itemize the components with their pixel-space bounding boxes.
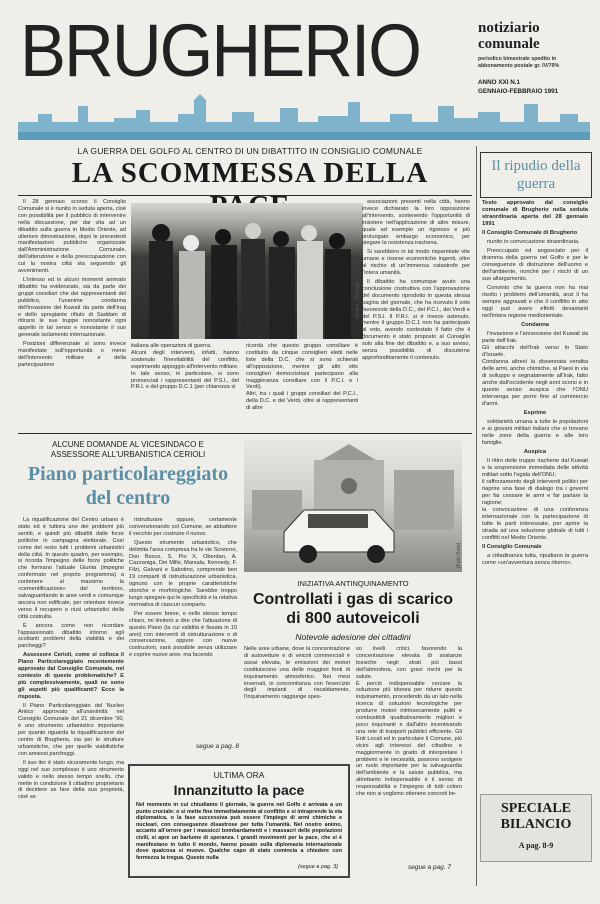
car-photo-credit: (Foto Rota)	[456, 542, 462, 568]
piano-col2-para: Per essere breve, e nello stesso tempo chiaro, mi limiterò a dire che l'attuazione di questo Piano (la cui validità è fissata in 10 anni) con interventi di ristrutturazione o di conservazione, oppure con nuove costruzioni, sarà possibile senza utilizzare e coprire nuove aree, ma facendo	[129, 610, 237, 659]
council-meeting-photo	[131, 203, 363, 339]
inquinamento-column-1: Nelle aree urbane, dove la concentrazione di autovetture e di veicoli commerciali è assai elevata, le emissioni dei motori costituiscono una delle maggiori fonti di inquinamento atmosferico. Nei mesi invernali, in concomitanza con l'esercizio degli impianti di riscaldamento, l'inquinamento raggiunge spes-	[244, 646, 350, 701]
sidebar-box	[480, 152, 592, 198]
piano-col2-para: ristrutturare oppure, certamente convenzionando col Comune, se abbattere il vecchio per costruire il nuovo.	[129, 517, 237, 537]
lead-rule	[18, 195, 472, 196]
lead-col4-para: Si sarebbero in tal modo risparmiate vite umane e risorse economiche ingenti, oltre al rischio di un'immensa catastrofe per l'intera umanità.	[362, 249, 470, 277]
masthead-subtitle-line2: comunale	[478, 36, 540, 52]
sidebar-rule	[476, 146, 477, 886]
lead-col4-para: Il dibattito ha comunque avuto una conclusione costruttiva con l'approvazione del documento riprodotto in questa stessa pagina del giornale, che ha ricevuto il voto favorevole della D.C., del P.C.I., dei Verdi e del P.S.I. Il P.R.I. si è invece astenuto, mentre il gruppo D.C.1 non ha partecipato al voto, avendo contestato il fatto che il documento è stato proposto al Consiglio solo alla fine del dibattito e, a suo avviso, senza possibilità di discuterne approfonditamente il contenuto.	[362, 278, 470, 361]
inquinamento-headline	[244, 590, 462, 628]
sidebar-esprime: solidarietà umana a tutte le popolazioni e ai giovani militari italiani che si trovano nelle zone della guerra e alle loro famiglie.	[482, 419, 588, 446]
piano-headline	[18, 462, 238, 510]
city-skyline-graphic	[18, 92, 590, 140]
lead-column-1	[18, 199, 126, 439]
ultima-ora-continued[interactable]: (segue a pag. 3)	[297, 864, 338, 870]
lead-headline: LA SCOMMESSA DELLA	[71, 157, 429, 189]
lead-col1-para: L'intesso ed in alcuni momenti animato dibattito ha evidenziato, sia da parte dei gruppi consiliari che dei rappresentanti del pubblico, l'unanime condanna dell'invasione del Kuwait da parte dell'Iraq e dello spregiante rifiuto di Saddam di ritirarsi le sue truppe nonostante ogni appello in tal senso e nonostante il suo generale isolamento internazionale.	[18, 276, 126, 339]
crowd-silhouettes	[131, 203, 363, 339]
issue-date: GENNAIO-FEBBRAIO 1991	[478, 88, 559, 95]
speciale-bilancio-box[interactable]	[480, 794, 592, 862]
sidebar-para: Convinto che la guerra non ha mai risolto i problemi dell'umanità, anzi li ha sempre aggravati e che il conflitto in atto oggi può avere effetti devastanti nell'intera regione mediorientale.	[482, 285, 588, 319]
speciale-line1: SPECIALE	[500, 801, 572, 816]
masthead-title: BRUGHERIO	[20, 8, 420, 93]
inquinamento-continued[interactable]: segue a pag. 7	[408, 864, 452, 871]
sidebar-council-head: Il Consiglio Comunale di Brugherio	[482, 230, 578, 236]
car-church-photo	[244, 440, 462, 572]
masthead-subtitle	[478, 20, 540, 52]
inquinamento-headline-line2: di 800 autoveicoli	[286, 610, 420, 627]
lead-col4-para: associazioni presenti nella città, hanno invece dichiarato la loro opposizione all'intervento, sostenendo l'opportunità di insistere nell'applicazione di altre misure, quale ad esempio un rigoroso e più prolungato embargo economico, per piegare la resistenza irachena.	[362, 199, 470, 247]
lead-col1-para: Il 28 gennaio scorso il Consiglio Comunale si è riunito in seduta aperta, cioè con possibilità per il pubblico di intervenire nella discussione, per dar vita ad un dibattito sulla guerra in Medio Oriente, ad ulteriore dimostrazione, dopo le precedenti manifestazioni pubbliche organizzate dall'Amministrazione Comunale, dell'attenzione e della preoccupazione con cui la nostra città sta seguendo gli avvenimenti.	[18, 199, 126, 275]
ultima-ora-label: ULTIMA ORA	[213, 770, 265, 780]
car-church-scene	[244, 440, 462, 572]
sidebar-esprime-head: Esprime	[523, 410, 547, 416]
piano-col1-question: Assessore Cerioli, come si colloca il Piano Particolareggiato recentemente approvato dal Consiglio Comunale, nel contesto di queste problematiche? E più complessivamente, quali ne sono gli aspetti più qualificanti? Ecco la risposta.	[18, 652, 124, 700]
sidebar-auspica: Il ritiro delle truppe irachene dal Kuwait e la sospensione immediata delle attività militari sotto l'egida dell'ONU; il rafforzamento degli interventi politici per riaprire una fase di dialogo tra i governi per far cessare le armi e far parlare la ragione; la convocazione di una conferenza internazionale con la partecipazione di tutte le parti interessate, per aprire la strada ad una soluzione globale di tutti i conflitti nel Medio Oriente.	[482, 458, 588, 541]
ultima-ora-box	[128, 764, 350, 878]
sidebar-auspica-head: Auspica	[523, 449, 547, 455]
inquinamento-kicker: INIZIATIVA ANTINQUINAMENTO	[297, 579, 409, 588]
piano-kicker-line1: ALCUNE DOMANDE AL VICESINDACO E	[52, 440, 204, 449]
inquinamento-column-2: so livelli critici, favorendo la concentrazione elevata di sostanze tossiche negli strati più bassi dell'atmosfera, con gravi rischi per la salute. È perciò indispensabile cercare la soluzione più idonea per ridurre questo inquinamento, procedendo da un lato nella ricerca di soluzioni tecnologiche per produrre motori intrinsecamente puliti e combustibili qualitativamente migliori e poco inquinanti e dall'altro incentivando una rete di trasporti pubblici efficiente. Gli Enti Locali ed in particolare il Comune, più vicini agli interessi del cittadino e maggiormente in grado di interpretare i problemi e le necessità, possono svolgere un ruolo importante per la salvaguardia dell'ambiente e la salute pubblica, ma altrettanto indispensabile è il senso di responsabilità e l'impegno di tutti coloro che non si vogliono ottenere concreti be-	[356, 646, 462, 798]
speciale-page: A pag. 8-9	[518, 841, 554, 850]
piano-column-1	[18, 517, 124, 887]
sidebar-para: riunito in convocazione straordinaria.	[487, 239, 580, 245]
piano-col1-para: Il suo iter è stato sicuramente lungo, ma oggi nel suo complesso è uno strumento valido e nello stesso tempo snello, che mette in condizione il cittadino proprietario di decidere se fare della sua proprietà, cioè se	[18, 759, 124, 801]
speciale-line2: BILANCIO	[500, 817, 572, 832]
piano-headline-line2: del centro	[85, 487, 171, 509]
masthead-subtitle-line1: notiziario	[478, 20, 540, 36]
piano-col1-para: Il Piano Particolareggiato del Nucleo Antico approvato all'unanimità nel Consiglio Comunale del 21 dicembre '90, è uno strumento urbanistico importante per quanto riguarda la riqualificazione del centro di Brugherio, sia per le strutture urbanistiche, che per quelle viabilistiche con annessi parcheggi.	[18, 702, 124, 757]
lead-kicker: LA GUERRA DEL GOLFO AL CENTRO DI UN DIBATTITO IN CONSIGLIO COMUNALE	[77, 146, 423, 156]
sidebar-body	[482, 200, 588, 790]
piano-kicker	[18, 440, 238, 460]
sidebar-para: Preoccupato ed angosciato per il dramma della guerra nel Golfo e per le conseguenze di distruzione dell'uomo e dell'ambiente, nonché per i rischi di un suo allargamento.	[482, 248, 588, 282]
inquinamento-subhead: Notevole adesione dei cittadini	[295, 632, 411, 642]
sidebar-intro: Testo approvato dal consiglio comunale di Brugherio nella seduta straordinaria aperta del 28 gennaio 1991	[482, 200, 588, 227]
sidebar-closing-head: Il Consiglio Comunale	[482, 544, 542, 550]
sidebar-closing: a cittadinanza tutta, ripudiano la guerra come «un'avventura senza ritorno».	[482, 553, 588, 566]
piano-col1-para: È ancora come non ricordare l'appassionato dibattito intorno agli scottanti problemi della viabilità e dei parcheggi?	[18, 622, 124, 650]
piano-col2-para: Questo strumento urbanistico, che delimita l'area compresa fra le vie Scivierro, Don Bosco, S. Pio X, Oberdan, A. Cazzaniga, Dei Mille, Marsala, Kennedy, F. Filzi, Galvani e Sabotino, comprende ben 19 comparti di ristrutturazione urbanistica, ognuno con le proprie caratteristiche storiche e morfologiche. Sarebbe troppo lungo spiegare qui le specificità e la relativa normativa di ciascun comparto.	[129, 539, 237, 608]
section-rule	[18, 433, 472, 434]
ultima-ora-headline: Innanzitutto la pace	[173, 782, 305, 798]
skyline-base	[18, 132, 590, 140]
lead-photo-credit: (Foto L. Riboldi)	[355, 282, 361, 318]
issue-number: ANNO XXI N.1	[478, 79, 520, 86]
piano-kicker-line2: ASSESSORE ALL'URBANISTICA CERIOLI	[50, 450, 206, 459]
piano-continued[interactable]: segue a pag. 8	[196, 743, 240, 750]
piano-col1-para: La riqualificazione del Centro urbano è stato ed è tuttora uno dei problemi più sentiti, e quindi più dibattiti dalle forze politiche in campagna elettorale. Così come del resto tutti i problemi urbanistici della città. In questo quadro, per esempio, si ricorda l'impegno delle forze politiche che formano l'attuale Giunta (impegno confermato nel proprio programma) a contenere al massimo la «cementificazione» del territorio, salvaguardando le aree verdi e comunque ancora non edificate, per orientare invece verso il recupero o riusi urbanistici della città costruita.	[18, 517, 124, 620]
inquinamento-headline-line1: Controllati i gas di scarico	[252, 591, 454, 608]
sidebar-condanna-head: Condanna	[521, 322, 549, 328]
sidebar-condanna: l'invasione e l'annessione del Kuwait da parte dell'Irak. Gli attacchi dell'Irak verso lo Stato d'Israele. Condanna altresì la dissennata vendita delle armi, anche chimiche, ai Paesi in via di sviluppo e segnatamente all'Irak, fatto anche dall'occidente negli anni scorsi e in questo senso auspica che l'ONU intervenga per porre fine al commercio d'armi.	[482, 331, 588, 407]
lead-column-2: italiana alle operazioni di guerra. Alcuni degli interventi, infatti, hanno sostenuto l'inevitabilità del conflitto, esprimendo appoggio all'intervento militare. In tale senso, in particolare, si sono pronunciati i rappresentanti del P.S.I., del P.R.I. e del gruppo D.C.1 (per chiarezza si	[131, 343, 239, 391]
ultima-ora-text: Nel momento in cui chiudiamo il giornale, la guerra nel Golfo è arrivata a un punto cruciale: o si mette fine immediatamente al conflitto e si intraprende la via diplomatica, o la fase successiva può essere l'impiego di armi chimiche e nucleari, con conseguenze disastrose per tutta l'umanità. Nel nostro animo, accanto all'orrore per i massicci bombardamenti e i massacri delle popolazioni civili, si apre un barlume di speranza. I grandi movimenti per la pace, che si è manifestano in tutto il mondo, hanno posato sulla diplomazia internazionale dove qualcosa si muove. Qualche capo di stato comincia a chiedere con fermezza la tregua. Questo nulla	[136, 802, 342, 861]
lead-column-3: ricorda che questo gruppo consiliare è costituito da cinque consiglieri eletti nelle liste della D.C. che si sono schierati all'opposizione, mentre gli altri otto consiglieri democristiani partecipano alla maggioranza consiliare con il P.C.I. e i Verdi). Altri, tra i quali i gruppi consiliari del P.C.I., della D.C. e dei Verdi, oltre ai rappresentanti di altre	[246, 343, 358, 412]
piano-headline-line1: Piano particolareggiato	[27, 463, 229, 485]
lead-col1-para: Posizioni differenziate si sono invece manifestate sull'opportunità o meno dell'intervento militare e della partecipazione	[18, 341, 126, 368]
piano-column-2	[129, 517, 237, 739]
lead-column-4	[362, 199, 470, 429]
sidebar-title: Il ripudio della guerra	[491, 158, 581, 192]
masthead-tagline: periodico bimestrale spedito in abbonamento postale gr. IV/70%	[478, 56, 560, 69]
